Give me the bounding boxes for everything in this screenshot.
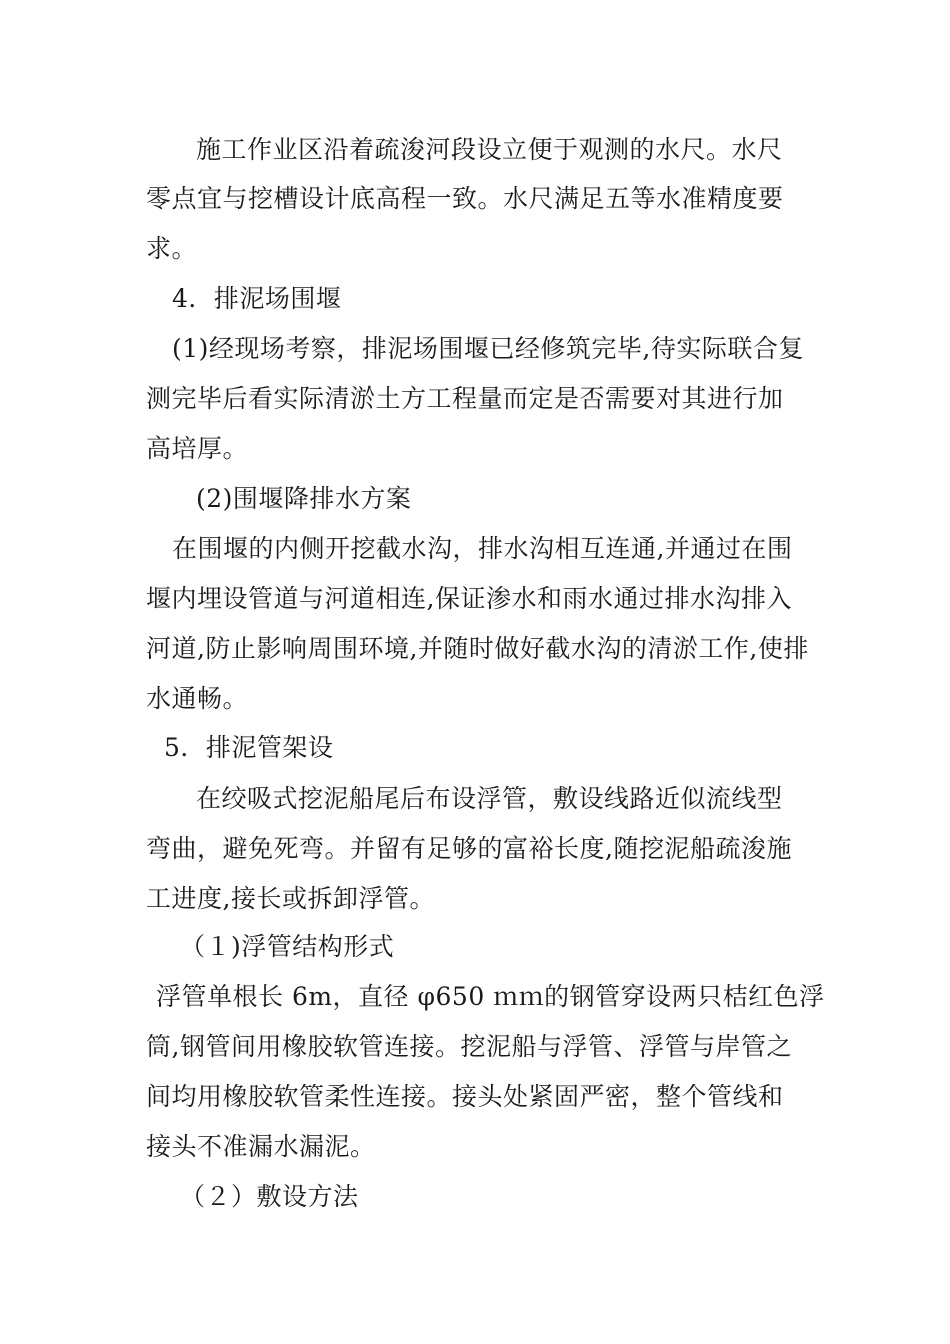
paragraph-line: 求。 bbox=[146, 234, 198, 263]
subsection-heading: （２）敷设方法 bbox=[180, 1182, 359, 1211]
paragraph-line: 间均用橡胶软管柔性连接。接头处紧固严密，整个管线和 bbox=[146, 1082, 784, 1111]
paragraph-line: 堰内埋设管道与河道相连,保证渗水和雨水通过排水沟排入 bbox=[146, 584, 792, 613]
paragraph-line: 施工作业区沿着疏浚河段设立便于观测的水尺。水尺 bbox=[196, 135, 783, 164]
paragraph-line: 水通畅。 bbox=[146, 684, 249, 713]
paragraph-line: 在绞吸式挖泥船尾后布设浮管，敷设线路近似流线型 bbox=[196, 784, 783, 813]
paragraph-line: (1)经现场考察，排泥场围堰已经修筑完毕,待实际联合复 bbox=[172, 334, 804, 363]
paragraph-line: 高培厚。 bbox=[146, 434, 249, 463]
paragraph-line: 零点宜与挖槽设计底高程一致。水尺满足五等水准精度要 bbox=[146, 184, 784, 213]
paragraph-line: 测完毕后看实际清淤土方工程量而定是否需要对其进行加 bbox=[146, 384, 784, 413]
paragraph-line: 河道,防止影响周围环境,并随时做好截水沟的清淤工作,使排 bbox=[146, 634, 809, 663]
paragraph-line: 浮管单根长 6m，直径 φ650 ｍｍ的钢管穿设两只桔红色浮 bbox=[156, 982, 825, 1011]
paragraph-line: 在围堰的内侧开挖截水沟，排水沟相互连通,并通过在围 bbox=[172, 534, 793, 563]
section-heading: 4．排泥场围堰 bbox=[172, 284, 342, 313]
paragraph-line: 弯曲，避免死弯。并留有足够的富裕长度,随挖泥船疏浚施 bbox=[146, 834, 792, 863]
section-heading: 5．排泥管架设 bbox=[164, 733, 334, 762]
subsection-heading: (2)围堰降排水方案 bbox=[196, 484, 412, 513]
paragraph-line: 接头不准漏水漏泥。 bbox=[146, 1132, 376, 1161]
paragraph-line: 工进度,接长或拆卸浮管。 bbox=[146, 884, 435, 913]
paragraph-line: 筒,钢管间用橡胶软管连接。挖泥船与浮管、浮管与岸管之 bbox=[146, 1032, 792, 1061]
subsection-heading: （１)浮管结构形式 bbox=[180, 932, 395, 961]
